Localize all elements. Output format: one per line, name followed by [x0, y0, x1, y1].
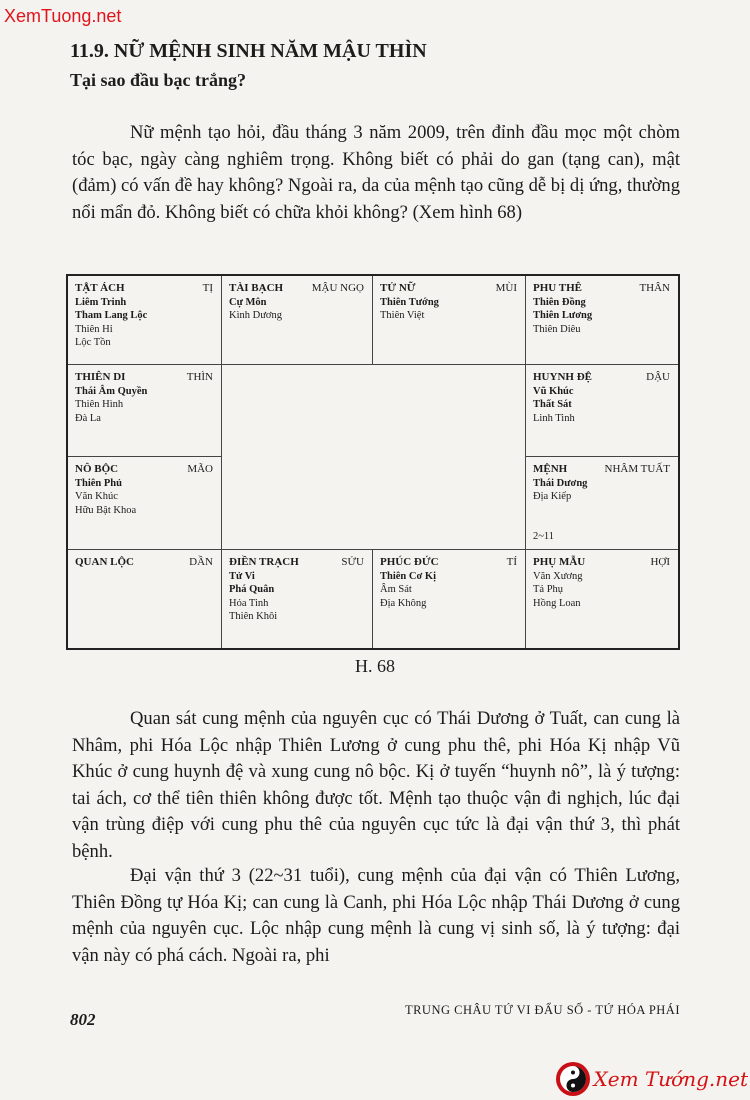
palace-header — [533, 371, 672, 385]
palace-header — [75, 282, 215, 296]
star-name: Hữu Bật Khoa — [75, 504, 137, 516]
star-name: Tả Phụ — [533, 584, 564, 595]
site-watermark: XemTuong.net — [4, 6, 122, 26]
star-name: Thiên Tướng — [380, 296, 439, 308]
paragraph-question: Nữ mệnh tạo hỏi, đầu tháng 3 năm 2009, trên đỉnh đầu mọc một chòm tóc bạc, ngày càng nghiêm trọng. Không biết có phải do gan (tạng can), mật (đảm) có vấn đề hay không? Ngoài ra, da của mệnh tạo cũng dễ bị dị ứng, thường nổi mẩn đỏ. Không biết có chữa khỏi không? (Xem hình 68) — [72, 122, 680, 223]
star-name: Thiên Cơ Kị — [380, 570, 436, 582]
star-name: Thiên Lương — [533, 310, 593, 321]
star-name: Thái Âm Quyền — [75, 385, 148, 397]
star-name: Lộc Tồn — [75, 337, 111, 348]
palace-name: ĐIỀN TRẠCH — [229, 556, 299, 568]
palace-branch: DẬU — [646, 371, 670, 383]
star-name: Tham Lang Lộc — [75, 310, 148, 321]
age-range: 2~11 — [533, 530, 555, 542]
star-name: Thiên Hình — [75, 399, 124, 410]
palace-branch: MẬU NGỌ — [311, 282, 364, 294]
palace-branch: DẦN — [189, 556, 213, 568]
palace-header — [229, 556, 366, 570]
palace-cell — [68, 365, 222, 457]
palace-header — [533, 463, 672, 477]
palace-branch: TỊ — [202, 282, 213, 294]
star-name: Phá Quân — [229, 584, 275, 595]
palace-cell — [526, 550, 678, 648]
palace-header — [380, 282, 519, 296]
running-title: TRUNG CHÂU TỨ VI ĐẨU SỐ - TỨ HÓA PHÁI — [404, 1003, 680, 1017]
palace-cell — [526, 365, 678, 457]
star-name: Thái Dương — [533, 477, 588, 489]
star-name: Thiên Phủ — [75, 477, 122, 489]
palace-cell — [68, 550, 222, 648]
palace-branch: NHÂM TUẤT — [604, 463, 670, 475]
palace-header — [533, 556, 672, 570]
palace-cell — [526, 457, 678, 550]
palace-name: MỆNH — [533, 463, 568, 475]
star-name: Âm Sát — [380, 584, 412, 595]
star-name: Văn Xương — [533, 570, 583, 582]
paragraph-decade: Đại vận thứ 3 (22~31 tuổi), cung mệnh của đại vận có Thiên Lương, Thiên Đồng tự Hóa Kị; can cung là Canh, phi Hóa Lộc nhập Thái Dương ở cung mệnh của nguyên cục. Lộc nhập cung mệnh là cung vị sinh số, là ý tượng: đại vận này có phá cách. Ngoài ra, phi — [72, 865, 680, 966]
palace-header — [75, 556, 215, 570]
palace-branch: THÂN — [639, 282, 670, 294]
palace-cell — [222, 276, 373, 365]
palace-name: PHU THÊ — [533, 282, 583, 294]
star-name: Thiên Khôi — [229, 611, 278, 622]
star-name: Văn Khúc — [75, 491, 118, 502]
site-logo — [556, 1062, 748, 1096]
star-name: Tử Vi — [229, 570, 255, 582]
palace-header — [75, 371, 215, 385]
palace-branch: THÌN — [186, 371, 213, 383]
page-number: 802 — [70, 1010, 96, 1029]
star-name: Thiên Hỉ — [75, 323, 113, 335]
palace-header — [380, 556, 519, 570]
palace-name: TẬT ÁCH — [75, 282, 125, 294]
section-heading: 11.9. NỮ MỆNH SINH NĂM MẬU THÌN — [70, 40, 427, 62]
star-name: Địa Kiếp — [533, 491, 572, 502]
figure-caption: H. 68 — [355, 656, 395, 676]
star-name: Vũ Khúc — [533, 385, 574, 397]
palace-header — [229, 282, 366, 296]
palace-name: PHÚC ĐỨC — [380, 556, 439, 568]
palace-cell — [68, 457, 222, 550]
star-name: Linh Tinh — [533, 412, 575, 424]
palace-branch: MÙI — [495, 282, 517, 294]
star-name: Kình Dương — [229, 310, 282, 321]
star-name: Hồng Loan — [533, 597, 581, 609]
palace-branch: MÃO — [187, 463, 213, 475]
star-name: Liêm Trinh — [75, 296, 127, 308]
palace-cell — [222, 550, 373, 648]
palace-name: HUYNH ĐỆ — [533, 371, 592, 383]
star-name: Đà La — [75, 412, 101, 424]
palace-branch: HỢI — [650, 556, 670, 568]
star-name: Cự Môn — [229, 296, 267, 308]
section-subheading: Tại sao đầu bạc trắng? — [70, 70, 247, 90]
star-name: Thất Sát — [533, 399, 572, 410]
palace-cell — [373, 276, 526, 365]
palace-name: TỬ NỮ — [380, 282, 416, 294]
palace-name: NÔ BỘC — [75, 463, 119, 475]
star-name: Địa Không — [380, 597, 427, 609]
logo-text: Xem Tướng.net — [593, 1067, 748, 1091]
palace-cell — [373, 550, 526, 648]
palace-branch: TÍ — [506, 556, 517, 568]
palace-cell — [526, 276, 678, 365]
palace-header — [533, 282, 672, 296]
palace-name: THIÊN DI — [75, 371, 126, 383]
star-name: Hỏa Tinh — [229, 597, 269, 609]
paragraph-analysis: Quan sát cung mệnh của nguyên cục có Thái Dương ở Tuất, can cung là Nhâm, phi Hóa Lộc nhập Thiên Lương ở cung phu thê, phi Hóa Kị nhập Vũ Khúc ở cung huynh đệ và xung cung nô bộc. Kị ở tuyến “huynh nô”, là ý tượng: tai ách, cơ thể tiên thiên không được tốt. Mệnh tạo thuộc vận đi nghịch, lúc đại vận trùng điệp với cung phu thê của nguyên cục tức là đại vận thứ 3, thì phát bệnh. — [72, 708, 680, 862]
palace-name: QUAN LỘC — [75, 556, 134, 568]
palace-header — [75, 463, 215, 477]
yin-yang-icon — [556, 1062, 590, 1096]
chart-center — [222, 365, 526, 550]
palace-cell — [68, 276, 222, 365]
star-name: Thiên Diêu — [533, 323, 581, 335]
star-name: Thiên Đồng — [533, 296, 586, 308]
palace-name: TÀI BẠCH — [229, 282, 284, 294]
horoscope-chart — [66, 274, 680, 650]
palace-name: PHỤ MẪU — [533, 556, 586, 568]
palace-branch: SỬU — [341, 556, 364, 568]
star-name: Thiên Việt — [380, 310, 425, 321]
